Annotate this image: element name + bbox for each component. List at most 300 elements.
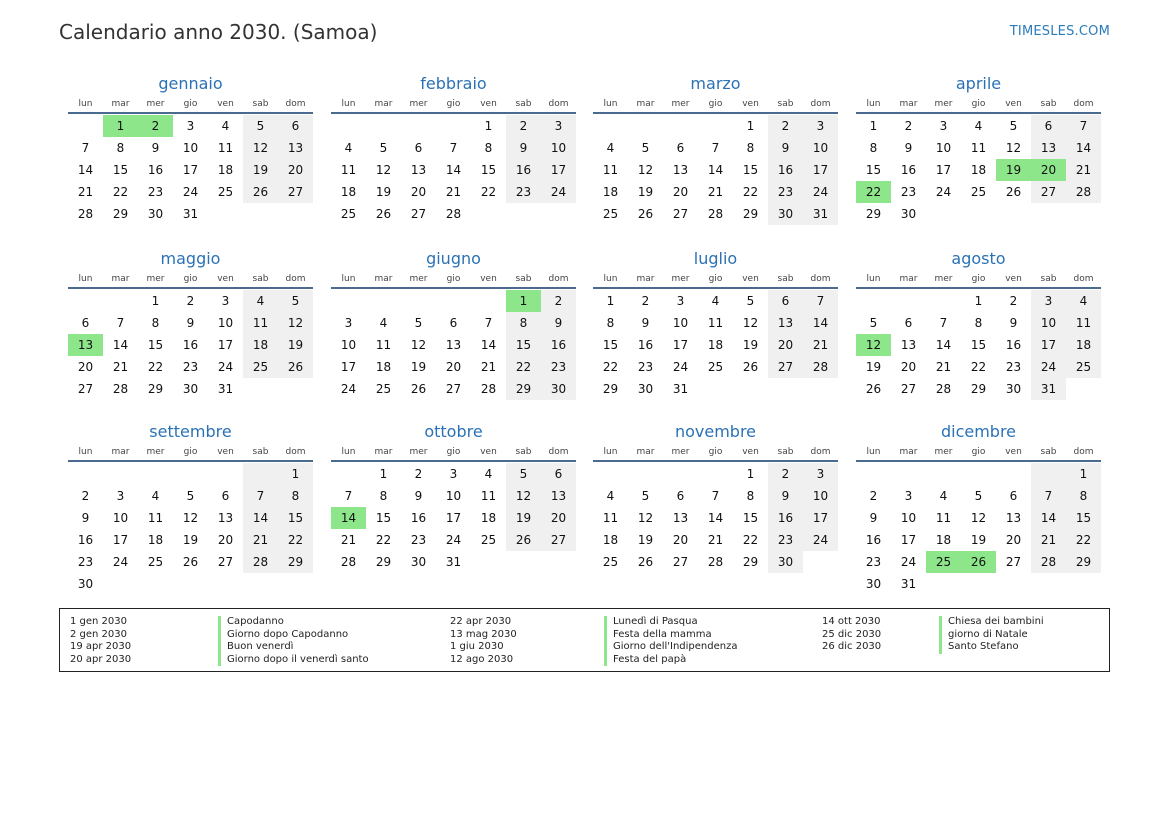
day-cell[interactable]: 14 — [707, 511, 724, 525]
day-cell[interactable]: 2 — [869, 489, 878, 503]
day-cell[interactable]: 15 — [112, 163, 129, 177]
day-cell[interactable]: 17 — [217, 338, 234, 352]
day-cell[interactable]: 18 — [375, 360, 392, 374]
day-cell[interactable]: 2 — [414, 467, 423, 481]
day-cell[interactable]: 21 — [935, 360, 952, 374]
day-cell[interactable]: 4 — [484, 467, 493, 481]
day-cell[interactable]: 15 — [865, 163, 882, 177]
day-cell[interactable]: 26 — [278, 356, 313, 378]
day-cell[interactable]: 1 — [278, 463, 313, 485]
day-cell[interactable]: 23 — [768, 181, 803, 203]
day-cell[interactable]: 15 — [970, 338, 987, 352]
day-cell[interactable]: 17 — [112, 533, 129, 547]
day-cell[interactable]: 2 — [1009, 294, 1018, 308]
day-cell[interactable]: 8 — [116, 141, 125, 155]
day-cell[interactable]: 30 — [541, 378, 576, 400]
day-cell[interactable]: 18 — [147, 533, 164, 547]
day-cell[interactable]: 17 — [445, 511, 462, 525]
day-cell[interactable]: 2 — [641, 294, 650, 308]
day-cell[interactable]: 27 — [541, 529, 576, 551]
day-cell[interactable]: 28 — [445, 207, 462, 221]
day-cell[interactable]: 4 — [221, 119, 230, 133]
day-cell[interactable]: 6 — [221, 489, 230, 503]
day-cell[interactable]: 23 — [541, 356, 576, 378]
day-cell[interactable]: 22 — [112, 185, 129, 199]
day-cell[interactable]: 26 — [410, 382, 427, 396]
day-cell[interactable]: 16 — [541, 334, 576, 356]
day-cell[interactable]: 24 — [803, 529, 838, 551]
day-cell[interactable]: 3 — [116, 489, 125, 503]
day-cell[interactable]: 26 — [1005, 185, 1022, 199]
day-cell[interactable]: 19 — [243, 159, 278, 181]
day-cell[interactable]: 30 — [182, 382, 199, 396]
day-cell[interactable]: 24 — [541, 181, 576, 203]
day-cell[interactable]: 7 — [344, 489, 353, 503]
day-cell[interactable]: 20 — [900, 360, 917, 374]
day-cell[interactable]: 26 — [961, 551, 996, 573]
day-cell[interactable]: 11 — [1066, 312, 1101, 334]
day-cell[interactable]: 18 — [602, 533, 619, 547]
day-cell[interactable]: 5 — [278, 290, 313, 312]
day-cell[interactable]: 1 — [506, 290, 541, 312]
day-cell[interactable]: 26 — [243, 181, 278, 203]
day-cell[interactable]: 17 — [182, 163, 199, 177]
day-cell[interactable]: 12 — [637, 511, 654, 525]
day-cell[interactable]: 24 — [900, 555, 917, 569]
day-cell[interactable]: 16 — [637, 338, 654, 352]
day-cell[interactable]: 6 — [1009, 489, 1018, 503]
day-cell[interactable]: 2 — [81, 489, 90, 503]
day-cell[interactable]: 22 — [1066, 529, 1101, 551]
day-cell[interactable]: 16 — [506, 159, 541, 181]
day-cell[interactable]: 18 — [217, 163, 234, 177]
day-cell[interactable]: 23 — [410, 533, 427, 547]
day-cell[interactable]: 23 — [1005, 360, 1022, 374]
day-cell[interactable]: 21 — [243, 529, 278, 551]
day-cell[interactable]: 13 — [672, 163, 689, 177]
day-cell[interactable]: 28 — [1031, 551, 1066, 573]
day-cell[interactable]: 5 — [186, 489, 195, 503]
day-cell[interactable]: 15 — [742, 163, 759, 177]
day-cell[interactable]: 6 — [449, 316, 458, 330]
day-cell[interactable]: 16 — [865, 533, 882, 547]
day-cell[interactable]: 2 — [541, 290, 576, 312]
day-cell[interactable]: 24 — [340, 382, 357, 396]
day-cell[interactable]: 28 — [707, 555, 724, 569]
day-cell[interactable]: 16 — [77, 533, 94, 547]
day-cell[interactable]: 30 — [900, 207, 917, 221]
day-cell[interactable]: 31 — [182, 207, 199, 221]
day-cell[interactable]: 30 — [865, 577, 882, 591]
day-cell[interactable]: 21 — [707, 533, 724, 547]
day-cell[interactable]: 3 — [186, 119, 195, 133]
day-cell[interactable]: 19 — [410, 360, 427, 374]
day-cell[interactable]: 8 — [278, 485, 313, 507]
day-cell[interactable]: 29 — [742, 207, 759, 221]
day-cell[interactable]: 27 — [672, 555, 689, 569]
day-cell[interactable]: 8 — [869, 141, 878, 155]
day-cell[interactable]: 27 — [1031, 181, 1066, 203]
day-cell[interactable]: 1 — [974, 294, 983, 308]
day-cell[interactable]: 7 — [1066, 115, 1101, 137]
day-cell[interactable]: 26 — [637, 555, 654, 569]
day-cell[interactable]: 2 — [138, 115, 173, 137]
day-cell[interactable]: 10 — [340, 338, 357, 352]
day-cell[interactable]: 10 — [900, 511, 917, 525]
day-cell[interactable]: 1 — [1066, 463, 1101, 485]
day-cell[interactable]: 15 — [278, 507, 313, 529]
day-cell[interactable]: 27 — [900, 382, 917, 396]
day-cell[interactable]: 29 — [112, 207, 129, 221]
day-cell[interactable]: 3 — [449, 467, 458, 481]
day-cell[interactable]: 31 — [445, 555, 462, 569]
day-cell[interactable]: 13 — [1031, 137, 1066, 159]
day-cell[interactable]: 2 — [904, 119, 913, 133]
day-cell[interactable]: 20 — [445, 360, 462, 374]
day-cell[interactable]: 27 — [77, 382, 94, 396]
day-cell[interactable]: 18 — [340, 185, 357, 199]
day-cell[interactable]: 17 — [935, 163, 952, 177]
day-cell[interactable]: 4 — [243, 290, 278, 312]
day-cell[interactable]: 28 — [803, 356, 838, 378]
day-cell[interactable]: 20 — [1005, 533, 1022, 547]
day-cell[interactable]: 9 — [81, 511, 90, 525]
day-cell[interactable]: 30 — [410, 555, 427, 569]
day-cell[interactable]: 7 — [81, 141, 90, 155]
day-cell[interactable]: 15 — [480, 163, 497, 177]
day-cell[interactable]: 18 — [243, 334, 278, 356]
day-cell[interactable]: 9 — [641, 316, 650, 330]
day-cell[interactable]: 10 — [112, 511, 129, 525]
day-cell[interactable]: 21 — [1031, 529, 1066, 551]
day-cell[interactable]: 24 — [445, 533, 462, 547]
day-cell[interactable]: 24 — [672, 360, 689, 374]
day-cell[interactable]: 7 — [116, 316, 125, 330]
day-cell[interactable]: 12 — [278, 312, 313, 334]
day-cell[interactable]: 25 — [480, 533, 497, 547]
day-cell[interactable]: 12 — [182, 511, 199, 525]
day-cell[interactable]: 7 — [711, 141, 720, 155]
day-cell[interactable]: 30 — [637, 382, 654, 396]
day-cell[interactable]: 10 — [803, 485, 838, 507]
day-cell[interactable]: 9 — [768, 137, 803, 159]
day-cell[interactable]: 25 — [147, 555, 164, 569]
day-cell[interactable]: 8 — [379, 489, 388, 503]
day-cell[interactable]: 18 — [602, 185, 619, 199]
day-cell[interactable]: 23 — [506, 181, 541, 203]
day-cell[interactable]: 19 — [182, 533, 199, 547]
day-cell[interactable]: 12 — [856, 334, 891, 356]
day-cell[interactable]: 16 — [410, 511, 427, 525]
day-cell[interactable]: 10 — [541, 137, 576, 159]
day-cell[interactable]: 13 — [541, 485, 576, 507]
day-cell[interactable]: 24 — [935, 185, 952, 199]
day-cell[interactable]: 13 — [768, 312, 803, 334]
day-cell[interactable]: 19 — [996, 159, 1031, 181]
day-cell[interactable]: 30 — [768, 203, 803, 225]
site-link[interactable]: TIMESLES.COM — [1009, 24, 1110, 39]
day-cell[interactable]: 20 — [77, 360, 94, 374]
day-cell[interactable]: 25 — [243, 356, 278, 378]
day-cell[interactable]: 14 — [1031, 507, 1066, 529]
day-cell[interactable]: 22 — [602, 360, 619, 374]
day-cell[interactable]: 15 — [602, 338, 619, 352]
day-cell[interactable]: 5 — [974, 489, 983, 503]
day-cell[interactable]: 3 — [676, 294, 685, 308]
day-cell[interactable]: 6 — [1031, 115, 1066, 137]
day-cell[interactable]: 22 — [375, 533, 392, 547]
day-cell[interactable]: 18 — [480, 511, 497, 525]
day-cell[interactable]: 11 — [340, 163, 357, 177]
day-cell[interactable]: 21 — [707, 185, 724, 199]
day-cell[interactable]: 29 — [970, 382, 987, 396]
day-cell[interactable]: 1 — [484, 119, 493, 133]
day-cell[interactable]: 14 — [803, 312, 838, 334]
day-cell[interactable]: 7 — [484, 316, 493, 330]
day-cell[interactable]: 24 — [217, 360, 234, 374]
day-cell[interactable]: 5 — [506, 463, 541, 485]
day-cell[interactable]: 9 — [1009, 316, 1018, 330]
day-cell[interactable]: 1 — [379, 467, 388, 481]
day-cell[interactable]: 5 — [746, 294, 755, 308]
day-cell[interactable]: 6 — [81, 316, 90, 330]
day-cell[interactable]: 11 — [480, 489, 497, 503]
day-cell[interactable]: 22 — [480, 185, 497, 199]
day-cell[interactable]: 4 — [974, 119, 983, 133]
day-cell[interactable]: 5 — [379, 141, 388, 155]
day-cell[interactable]: 24 — [1031, 356, 1066, 378]
day-cell[interactable]: 21 — [1066, 159, 1101, 181]
day-cell[interactable]: 5 — [1009, 119, 1018, 133]
day-cell[interactable]: 22 — [742, 533, 759, 547]
day-cell[interactable]: 24 — [803, 181, 838, 203]
day-cell[interactable]: 18 — [935, 533, 952, 547]
day-cell[interactable]: 1 — [746, 467, 755, 481]
day-cell[interactable]: 19 — [278, 334, 313, 356]
day-cell[interactable]: 19 — [637, 533, 654, 547]
day-cell[interactable]: 18 — [1066, 334, 1101, 356]
day-cell[interactable]: 3 — [1031, 290, 1066, 312]
day-cell[interactable]: 29 — [506, 378, 541, 400]
day-cell[interactable]: 17 — [672, 338, 689, 352]
day-cell[interactable]: 12 — [375, 163, 392, 177]
day-cell[interactable]: 3 — [939, 119, 948, 133]
day-cell[interactable]: 28 — [243, 551, 278, 573]
day-cell[interactable]: 11 — [147, 511, 164, 525]
day-cell[interactable]: 16 — [768, 159, 803, 181]
day-cell[interactable]: 31 — [900, 577, 917, 591]
day-cell[interactable]: 1 — [869, 119, 878, 133]
day-cell[interactable]: 14 — [445, 163, 462, 177]
day-cell[interactable]: 14 — [480, 338, 497, 352]
day-cell[interactable]: 9 — [869, 511, 878, 525]
day-cell[interactable]: 28 — [77, 207, 94, 221]
day-cell[interactable]: 5 — [414, 316, 423, 330]
day-cell[interactable]: 16 — [1005, 338, 1022, 352]
day-cell[interactable]: 8 — [606, 316, 615, 330]
day-cell[interactable]: 14 — [112, 338, 129, 352]
day-cell[interactable]: 29 — [742, 555, 759, 569]
day-cell[interactable]: 9 — [414, 489, 423, 503]
day-cell[interactable]: 9 — [151, 141, 160, 155]
day-cell[interactable]: 14 — [707, 163, 724, 177]
day-cell[interactable]: 29 — [147, 382, 164, 396]
day-cell[interactable]: 25 — [375, 382, 392, 396]
day-cell[interactable]: 25 — [1066, 356, 1101, 378]
day-cell[interactable]: 20 — [410, 185, 427, 199]
day-cell[interactable]: 23 — [900, 185, 917, 199]
day-cell[interactable]: 1 — [606, 294, 615, 308]
day-cell[interactable]: 22 — [970, 360, 987, 374]
day-cell[interactable]: 28 — [480, 382, 497, 396]
day-cell[interactable]: 23 — [147, 185, 164, 199]
day-cell[interactable]: 6 — [676, 489, 685, 503]
day-cell[interactable]: 22 — [742, 185, 759, 199]
day-cell[interactable]: 31 — [217, 382, 234, 396]
day-cell[interactable]: 4 — [711, 294, 720, 308]
day-cell[interactable]: 21 — [445, 185, 462, 199]
day-cell[interactable]: 19 — [506, 507, 541, 529]
day-cell[interactable]: 4 — [151, 489, 160, 503]
day-cell[interactable]: 12 — [410, 338, 427, 352]
day-cell[interactable]: 8 — [1066, 485, 1101, 507]
day-cell[interactable]: 20 — [278, 159, 313, 181]
day-cell[interactable]: 19 — [637, 185, 654, 199]
day-cell[interactable]: 20 — [217, 533, 234, 547]
day-cell[interactable]: 28 — [340, 555, 357, 569]
day-cell[interactable]: 8 — [974, 316, 983, 330]
day-cell[interactable]: 28 — [1066, 181, 1101, 203]
day-cell[interactable]: 30 — [768, 551, 803, 573]
day-cell[interactable]: 22 — [278, 529, 313, 551]
day-cell[interactable]: 6 — [768, 290, 803, 312]
day-cell[interactable]: 7 — [1031, 485, 1066, 507]
day-cell[interactable]: 11 — [602, 163, 619, 177]
day-cell[interactable]: 8 — [746, 141, 755, 155]
day-cell[interactable]: 12 — [243, 137, 278, 159]
day-cell[interactable]: 4 — [939, 489, 948, 503]
day-cell[interactable]: 23 — [77, 555, 94, 569]
day-cell[interactable]: 12 — [970, 511, 987, 525]
day-cell[interactable]: 5 — [641, 489, 650, 503]
day-cell[interactable]: 4 — [606, 141, 615, 155]
day-cell[interactable]: 12 — [1005, 141, 1022, 155]
day-cell[interactable]: 25 — [340, 207, 357, 221]
day-cell[interactable]: 21 — [77, 185, 94, 199]
day-cell[interactable]: 28 — [112, 382, 129, 396]
day-cell[interactable]: 23 — [182, 360, 199, 374]
day-cell[interactable]: 29 — [602, 382, 619, 396]
day-cell[interactable]: 23 — [768, 529, 803, 551]
day-cell[interactable]: 20 — [541, 507, 576, 529]
day-cell[interactable]: 31 — [672, 382, 689, 396]
day-cell[interactable]: 7 — [243, 485, 278, 507]
day-cell[interactable]: 12 — [637, 163, 654, 177]
day-cell[interactable]: 2 — [186, 294, 195, 308]
day-cell[interactable]: 11 — [375, 338, 392, 352]
day-cell[interactable]: 27 — [672, 207, 689, 221]
day-cell[interactable]: 3 — [221, 294, 230, 308]
day-cell[interactable]: 20 — [672, 533, 689, 547]
day-cell[interactable]: 28 — [935, 382, 952, 396]
day-cell[interactable]: 4 — [344, 141, 353, 155]
day-cell[interactable]: 7 — [803, 290, 838, 312]
day-cell[interactable]: 5 — [243, 115, 278, 137]
day-cell[interactable]: 22 — [506, 356, 541, 378]
day-cell[interactable]: 10 — [672, 316, 689, 330]
day-cell[interactable]: 29 — [278, 551, 313, 573]
day-cell[interactable]: 14 — [243, 507, 278, 529]
day-cell[interactable]: 19 — [375, 185, 392, 199]
day-cell[interactable]: 18 — [970, 163, 987, 177]
day-cell[interactable]: 13 — [217, 511, 234, 525]
day-cell[interactable]: 21 — [112, 360, 129, 374]
day-cell[interactable]: 28 — [707, 207, 724, 221]
day-cell[interactable]: 13 — [900, 338, 917, 352]
day-cell[interactable]: 15 — [1066, 507, 1101, 529]
day-cell[interactable]: 10 — [182, 141, 199, 155]
day-cell[interactable]: 17 — [541, 159, 576, 181]
day-cell[interactable]: 25 — [602, 555, 619, 569]
day-cell[interactable]: 26 — [375, 207, 392, 221]
day-cell[interactable]: 6 — [414, 141, 423, 155]
day-cell[interactable]: 14 — [935, 338, 952, 352]
day-cell[interactable]: 2 — [768, 463, 803, 485]
day-cell[interactable]: 9 — [186, 316, 195, 330]
day-cell[interactable]: 3 — [541, 115, 576, 137]
day-cell[interactable]: 7 — [939, 316, 948, 330]
day-cell[interactable]: 24 — [112, 555, 129, 569]
day-cell[interactable]: 16 — [900, 163, 917, 177]
day-cell[interactable]: 4 — [379, 316, 388, 330]
day-cell[interactable]: 10 — [1031, 312, 1066, 334]
day-cell[interactable]: 21 — [480, 360, 497, 374]
day-cell[interactable]: 26 — [865, 382, 882, 396]
day-cell[interactable]: 17 — [803, 507, 838, 529]
day-cell[interactable]: 14 — [331, 507, 366, 529]
day-cell[interactable]: 21 — [803, 334, 838, 356]
day-cell[interactable]: 9 — [541, 312, 576, 334]
day-cell[interactable]: 13 — [278, 137, 313, 159]
day-cell[interactable]: 24 — [182, 185, 199, 199]
day-cell[interactable]: 8 — [484, 141, 493, 155]
day-cell[interactable]: 17 — [340, 360, 357, 374]
day-cell[interactable]: 22 — [147, 360, 164, 374]
day-cell[interactable]: 6 — [904, 316, 913, 330]
day-cell[interactable]: 13 — [410, 163, 427, 177]
day-cell[interactable]: 13 — [68, 334, 103, 356]
day-cell[interactable]: 8 — [746, 489, 755, 503]
day-cell[interactable]: 11 — [935, 511, 952, 525]
day-cell[interactable]: 13 — [672, 511, 689, 525]
day-cell[interactable]: 26 — [506, 529, 541, 551]
day-cell[interactable]: 10 — [445, 489, 462, 503]
day-cell[interactable]: 15 — [506, 334, 541, 356]
day-cell[interactable]: 11 — [217, 141, 234, 155]
day-cell[interactable]: 30 — [147, 207, 164, 221]
day-cell[interactable]: 31 — [803, 203, 838, 225]
day-cell[interactable]: 17 — [900, 533, 917, 547]
day-cell[interactable]: 20 — [672, 185, 689, 199]
day-cell[interactable]: 19 — [865, 360, 882, 374]
day-cell[interactable]: 15 — [147, 338, 164, 352]
day-cell[interactable]: 10 — [217, 316, 234, 330]
day-cell[interactable]: 3 — [344, 316, 353, 330]
day-cell[interactable]: 30 — [77, 577, 94, 591]
day-cell[interactable]: 27 — [410, 207, 427, 221]
day-cell[interactable]: 9 — [768, 485, 803, 507]
day-cell[interactable]: 11 — [243, 312, 278, 334]
